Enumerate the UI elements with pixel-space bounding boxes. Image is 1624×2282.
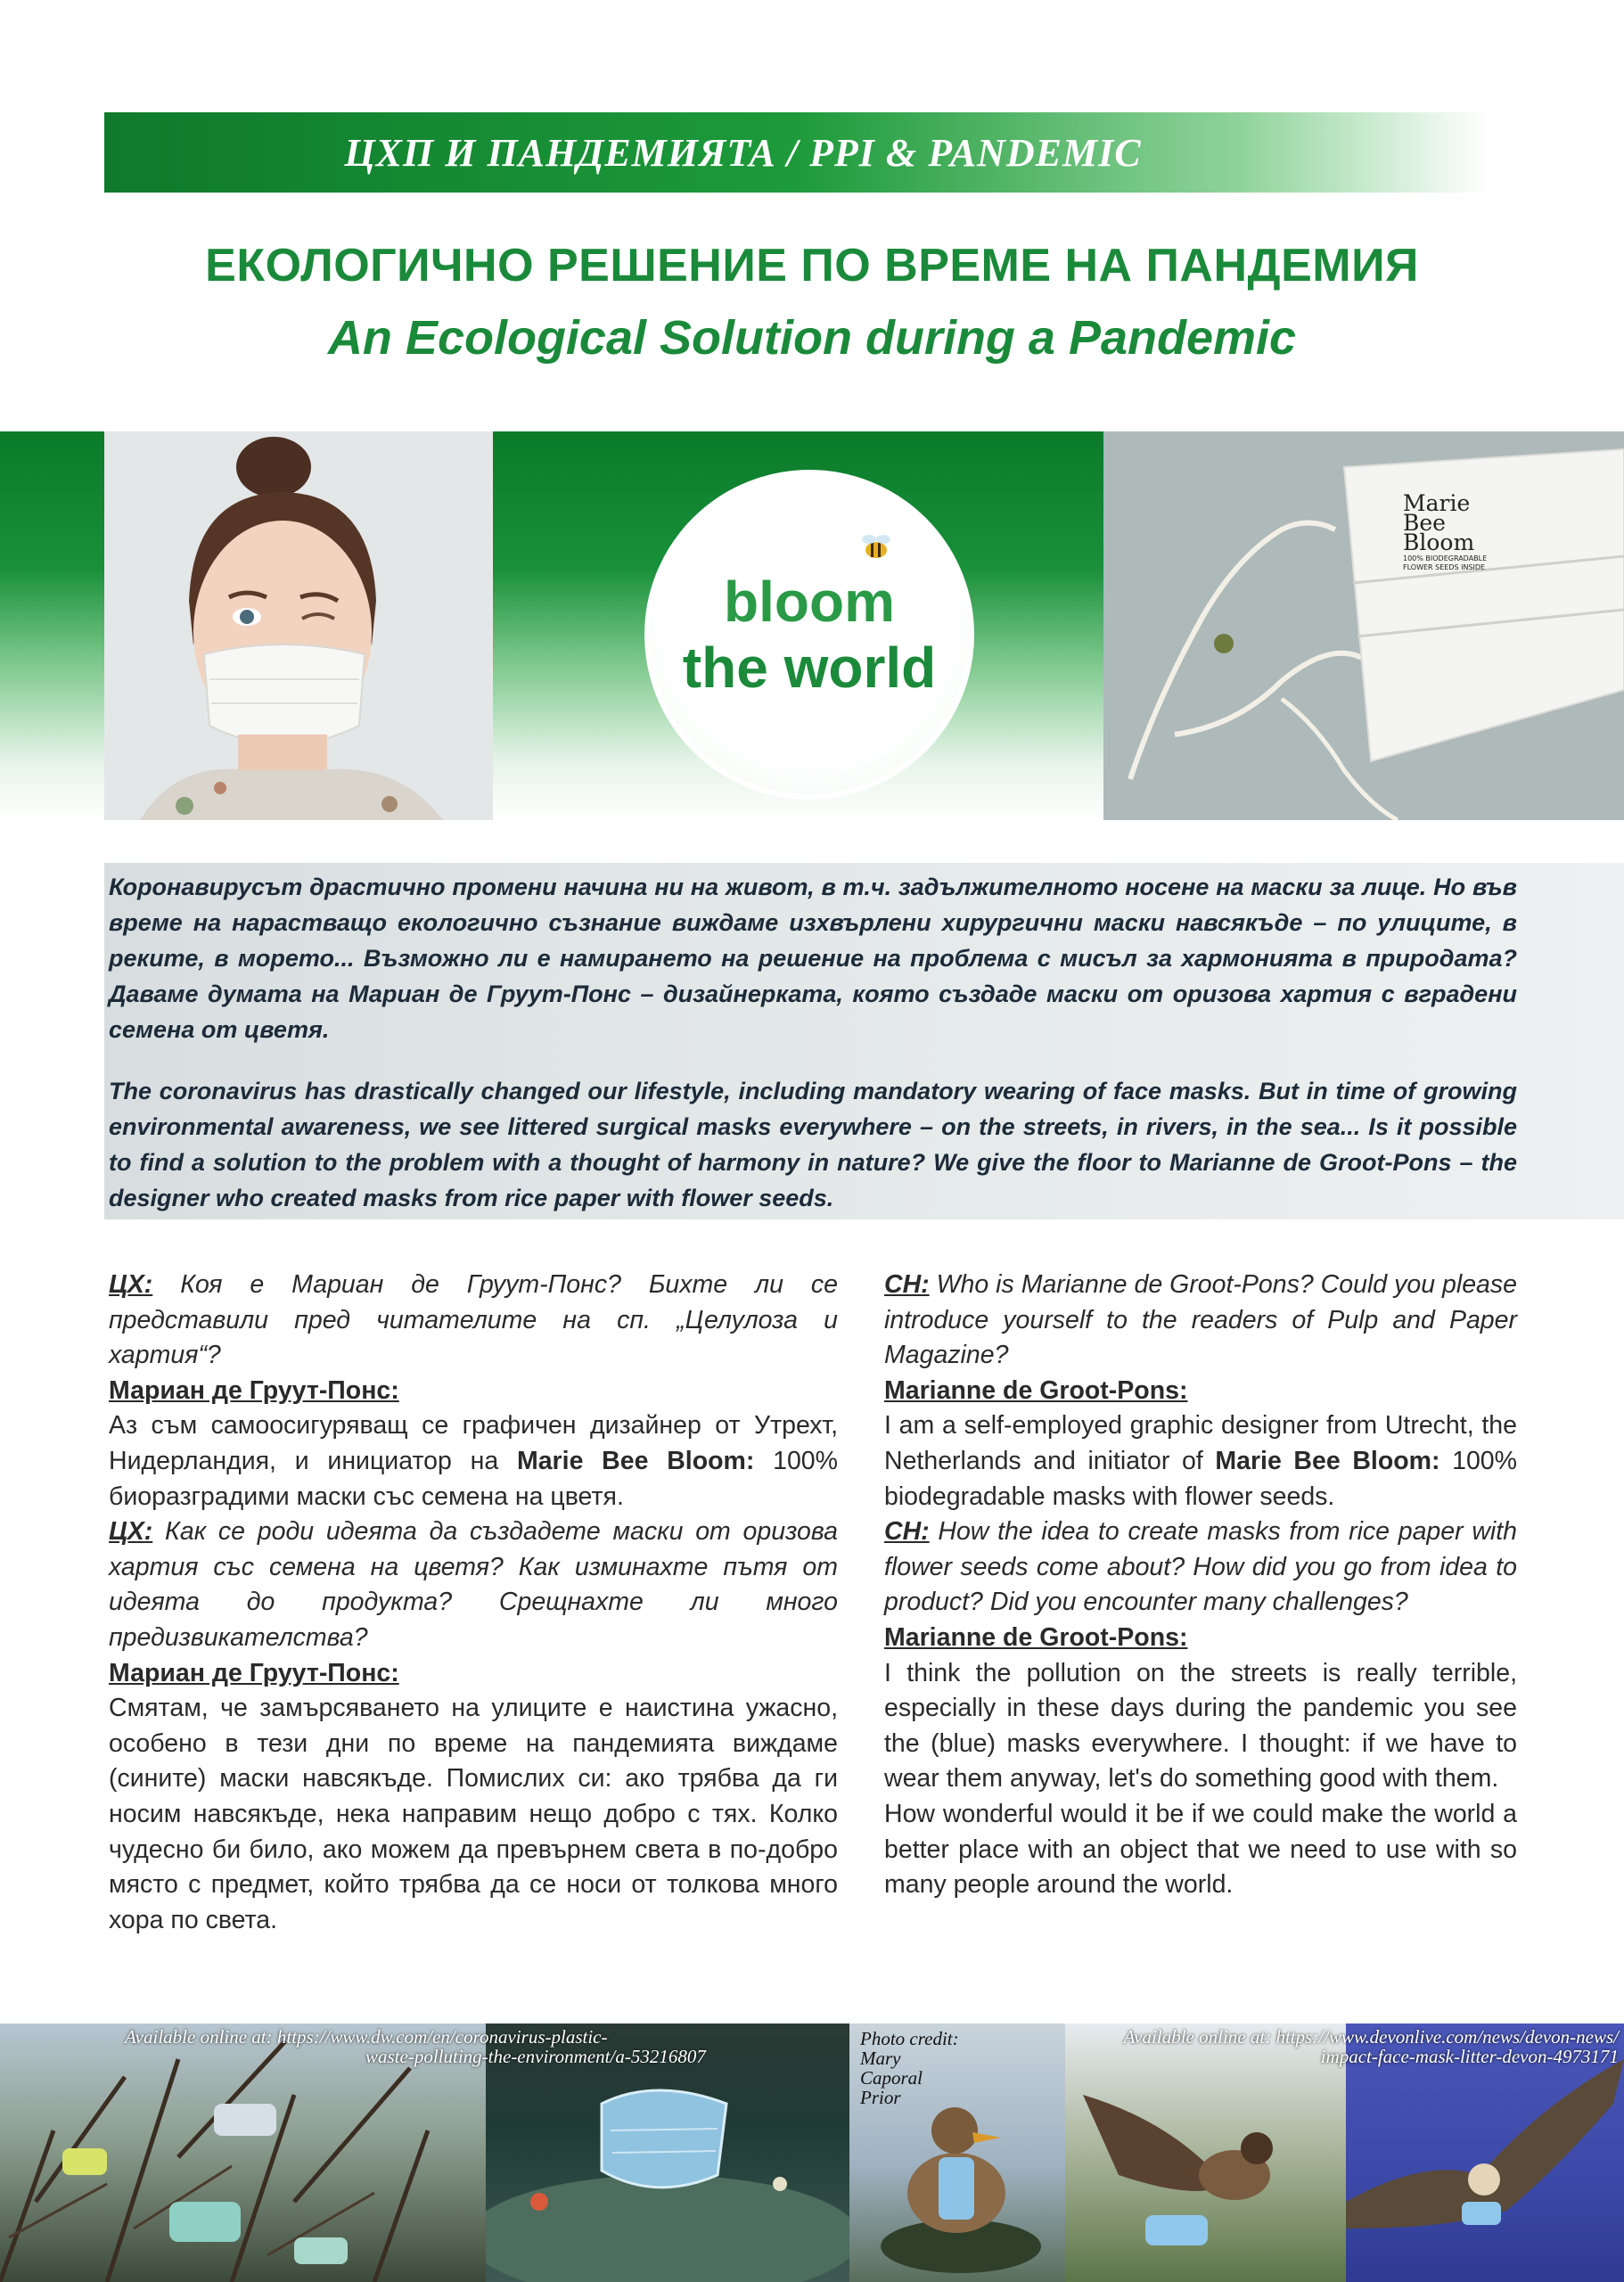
interview-column-en	[884, 1268, 1517, 1903]
bee-icon	[857, 529, 896, 564]
section-label: ЦХП И ПАНДЕМИЯТА / PPI & PANDEMIC	[344, 130, 1142, 175]
product-small-line2: FLOWER SEEDS INSIDE	[1403, 563, 1486, 571]
product-brand-line1: Marie	[1403, 490, 1471, 516]
logo-line-bloom: bloom	[724, 570, 895, 634]
interview-column-bg	[109, 1268, 838, 1938]
question-tag: CH:	[884, 1270, 930, 1299]
woman-mask-illustration	[104, 431, 493, 820]
question-1-en	[884, 1268, 1517, 1374]
answer-1-en	[884, 1408, 1517, 1514]
dw-source-credit	[125, 2027, 802, 2066]
question-tag: CH:	[884, 1517, 930, 1547]
bloom-the-world-logo	[644, 470, 974, 800]
intro-paragraph-en: The coronavirus has drastically changed our lifestyle, including mandatory wearing of face masks. But in time of growing environmental awareness, we see littered surgical masks everywhere – on the streets, in rivers, in the sea... Is it possible to find a solution to the problem with a thought of harmony in nature? We give the floor to Marianne de Groot-Pons – the designer who created masks from rice paper with flower seeds.	[109, 1078, 1517, 1211]
bottom-photo-strip	[0, 2023, 1624, 2282]
devon-credit-line2: impact-face-mask-litter-devon-4973171	[1320, 2046, 1619, 2067]
photo-credit-line2: Mary	[860, 2048, 901, 2069]
answer-1-bg	[109, 1408, 838, 1514]
question-tag: ЦХ:	[109, 1270, 153, 1299]
brand-name: Marie Bee Bloom:	[1215, 1446, 1440, 1475]
question-text: Как се роди идеята да създадете маски от оризова хартия със семена на цветя? Как изминахте пътя от идеята до продукта? Срещнахте ли много предизвикателства?	[109, 1517, 838, 1652]
logo-line-the-world: the world	[682, 636, 937, 700]
section-banner	[104, 112, 1489, 193]
answer-text: Аз съм самоосигуряващ се графичен дизайнер от Утрехт, Нидерландия, и инициатор на	[109, 1411, 838, 1475]
article-title-bg: ЕКОЛОГИЧНО РЕШЕНИЕ ПО ВРЕМЕ НА ПАНДЕМИЯ	[205, 240, 1419, 291]
speaker-name: Marianne de Groot-Pons:	[884, 1622, 1188, 1652]
dw-credit-line2: waste-polluting-the-environment/a-53216807	[365, 2046, 706, 2067]
question-text: Коя е Мариан де Груут-Понс? Бихте ли се представили пред читателите на сп. „Целулоза и хартия“?	[109, 1270, 838, 1370]
question-1-bg	[109, 1268, 838, 1374]
question-text: Who is Marianne de Groot-Pons? Could you please introduce yourself to the readers of Pulp and Paper Magazine?	[884, 1270, 1517, 1370]
answer-text: I am a self-employed graphic designer from Utrecht, the Netherlands and initiator of	[884, 1411, 1517, 1475]
woman-mask-photo	[104, 431, 493, 820]
speaker-name: Мариан де Груут-Понс:	[109, 1375, 399, 1405]
answer-text: 100% biodegradable masks with flower seeds.	[884, 1446, 1517, 1511]
question-tag: ЦХ:	[109, 1517, 153, 1547]
devon-credit-line1: Available online at: https://www.devonlive.com/news/devon-news/	[1123, 2026, 1619, 2048]
intro-paragraph-bg: Коронавирусът драстично промени начина ни на живот, в т.ч. задължителното носене на маски за лице. Но във време на нарастващо екологично съзнание виждаме изхвърлени хирургични маски навсякъде – по улиците, в реките, в морето... Възможно ли е намирането на решение на проблема с мисъл за хармонията в природата? Даваме думата на Мариан де Груут-Понс – дизайнерката, която създаде маски от оризова хартия с вградени семена от цветя.	[109, 874, 1517, 1043]
speaker-name: Мариан де Груут-Понс:	[109, 1658, 399, 1687]
product-small-line1: 100% BIODEGRADABLE	[1403, 554, 1488, 562]
photo-credit	[860, 2029, 959, 2107]
devon-source-credit	[1098, 2027, 1624, 2066]
paper-mask-illustration	[1103, 431, 1624, 820]
speaker-name: Marianne de Groot-Pons:	[884, 1375, 1188, 1405]
dw-credit-line1: Available online at: https://www.dw.com/en/coronavirus-plastic-	[125, 2026, 608, 2048]
brand-name: Marie Bee Bloom:	[516, 1446, 755, 1475]
photo-credit-line4: Prior	[860, 2087, 901, 2108]
product-brand-text	[1403, 490, 1488, 572]
product-brand-line2: Bee	[1403, 510, 1446, 536]
paper-mask-photo	[1103, 431, 1624, 820]
answer-2-en-p1: I think the pollution on the streets is really terrible, especially in these days during the pandemic you see the (blue) masks everywhere. I thought: if we have to wear them anyway, let's do something good with them.	[884, 1658, 1517, 1794]
photo-credit-line1: Photo credit:	[860, 2028, 959, 2049]
answer-2-bg: Смятам, че замърсяването на улиците е наистина ужасно, особено в тези дни по време на пандемията виждаме (сините) маски навсякъде. Помислих си: ако трябва да ги носим навсякъде, нека направим нещо добро с тях. Колко чудесно би било, ако можем да превърнем света в по-добро място с предмет, който трябва да се носи от толкова много хора по света.	[109, 1694, 838, 1934]
photo-credit-line3: Caporal	[860, 2067, 923, 2089]
article-title-en: An Ecological Solution during a Pandemic	[327, 311, 1297, 365]
question-2-en	[884, 1514, 1517, 1621]
question-2-bg	[109, 1514, 838, 1655]
question-text: How the idea to create masks from rice paper with flower seeds come about? How did you go from idea to product? Did you encounter many challenges?	[884, 1517, 1517, 1617]
answer-text: 100% биоразградими маски със семена на цветя.	[109, 1446, 839, 1511]
answer-2-en-p2: How wonderful would it be if we could make the world a better place with an object that we need to use with so many people around the world.	[884, 1799, 1517, 1900]
product-brand-line3: Bloom	[1403, 529, 1475, 555]
